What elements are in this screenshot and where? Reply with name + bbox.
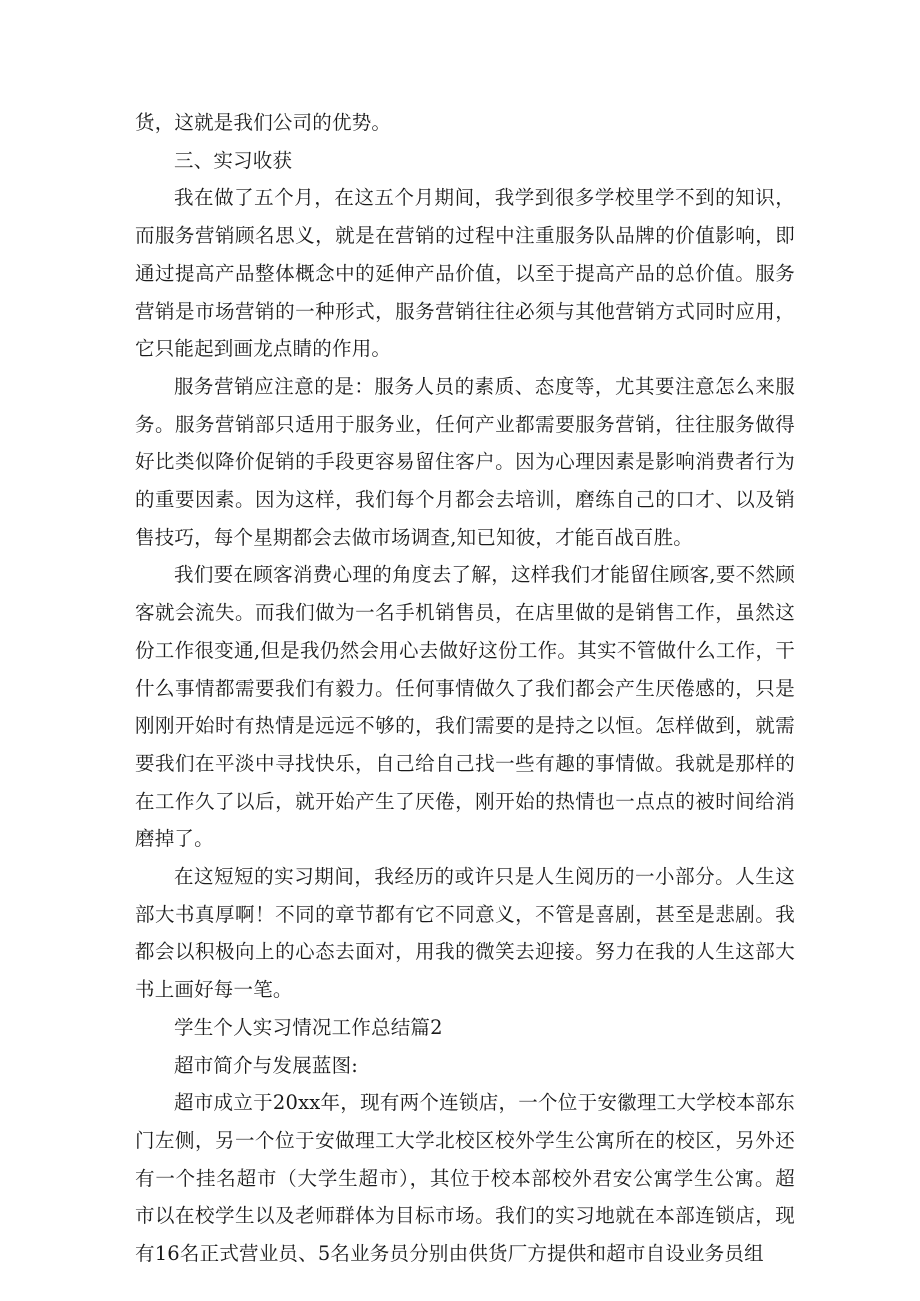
paragraph-service-marketing-intro: 我在做了五个月，在这五个月期间，我学到很多学校里学不到的知识，而服务营销顾名思义，就是在营销的过程中注重服务队品牌的价值影响，即通过提高产品整体概念中的延伸产品价值，以至于提高产品的总价值。服务营销是市场营销的一种形式，服务营销往往必须与其他营销方式同时应用，它只能起到画龙点睛的作用。 — [135, 186, 795, 361]
paragraph-continuation: 货，这就是我们公司的优势。 — [135, 111, 392, 134]
article-title-part-2: 学生个人实习情况工作总结篇2 — [174, 1015, 443, 1039]
section-heading-internship-gains: 三、实习收获 — [174, 148, 293, 172]
paragraph-supermarket-description: 超市成立于20xx年，现有两个连锁店，一个位于安徽理工大学校本部东门左侧，另一个位于安做理工大学北校区校外学生公寓所在的校区，另外还有一个挂名超市（大学生超市），其位于校本部校外君安公寓学生公寓。超市以在校学生以及老师群体为目标市场。我们的实习地就在本部连锁店，现有16名正式营业员、5名业务员分别由供货厂方提供和超市自设业务员组 — [135, 1091, 795, 1266]
subheading-supermarket-intro: 超市简介与发展蓝图: — [174, 1053, 359, 1077]
paragraph-service-marketing-notes: 服务营销应注意的是：服务人员的素质、态度等，尤其要注意怎么来服务。服务营销部只适用于服务业，任何产业都需要服务营销，往往服务做得好比类似降价促销的手段更容易留住客户。因为心理因素是影响消费者行为的重要因素。因为这样，我们每个月都会去培训，磨练自己的口才、以及销售技巧，每个星期都会去做市场调查,知已知彼，才能百战百胜。 — [135, 374, 795, 549]
document-body — [135, 104, 795, 1273]
paragraph-internship-reflection: 在这短短的实习期间，我经历的或许只是人生阅历的一小部分。人生这部大书真厚啊！不同的章节都有它不同意义，不管是喜剧，甚至是悲剧。我都会以积极向上的心态去面对，用我的微笑去迎接。努力在我的人生这部大书上画好每一笔。 — [135, 865, 795, 1002]
paragraph-customer-psychology: 我们要在顾客消费心理的角度去了解，这样我们才能留住顾客,要不然顾客就会流失。而我们做为一名手机销售员，在店里做的是销售工作，虽然这份工作很变通,但是我仍然会用心去做好这份工作。其实不管做什么工作，干什么事情都需要我们有毅力。任何事情做久了我们都会产生厌倦感的，只是刚刚开始时有热情是远远不够的，我们需要的是持之以恒。怎样做到，就需要我们在平淡中寻找快乐，自己给自己找一些有趣的事情做。我就是那样的在工作久了以后，就开始产生了厌倦，刚开始的热情也一点点的被时间给消磨掉了。 — [135, 563, 795, 851]
